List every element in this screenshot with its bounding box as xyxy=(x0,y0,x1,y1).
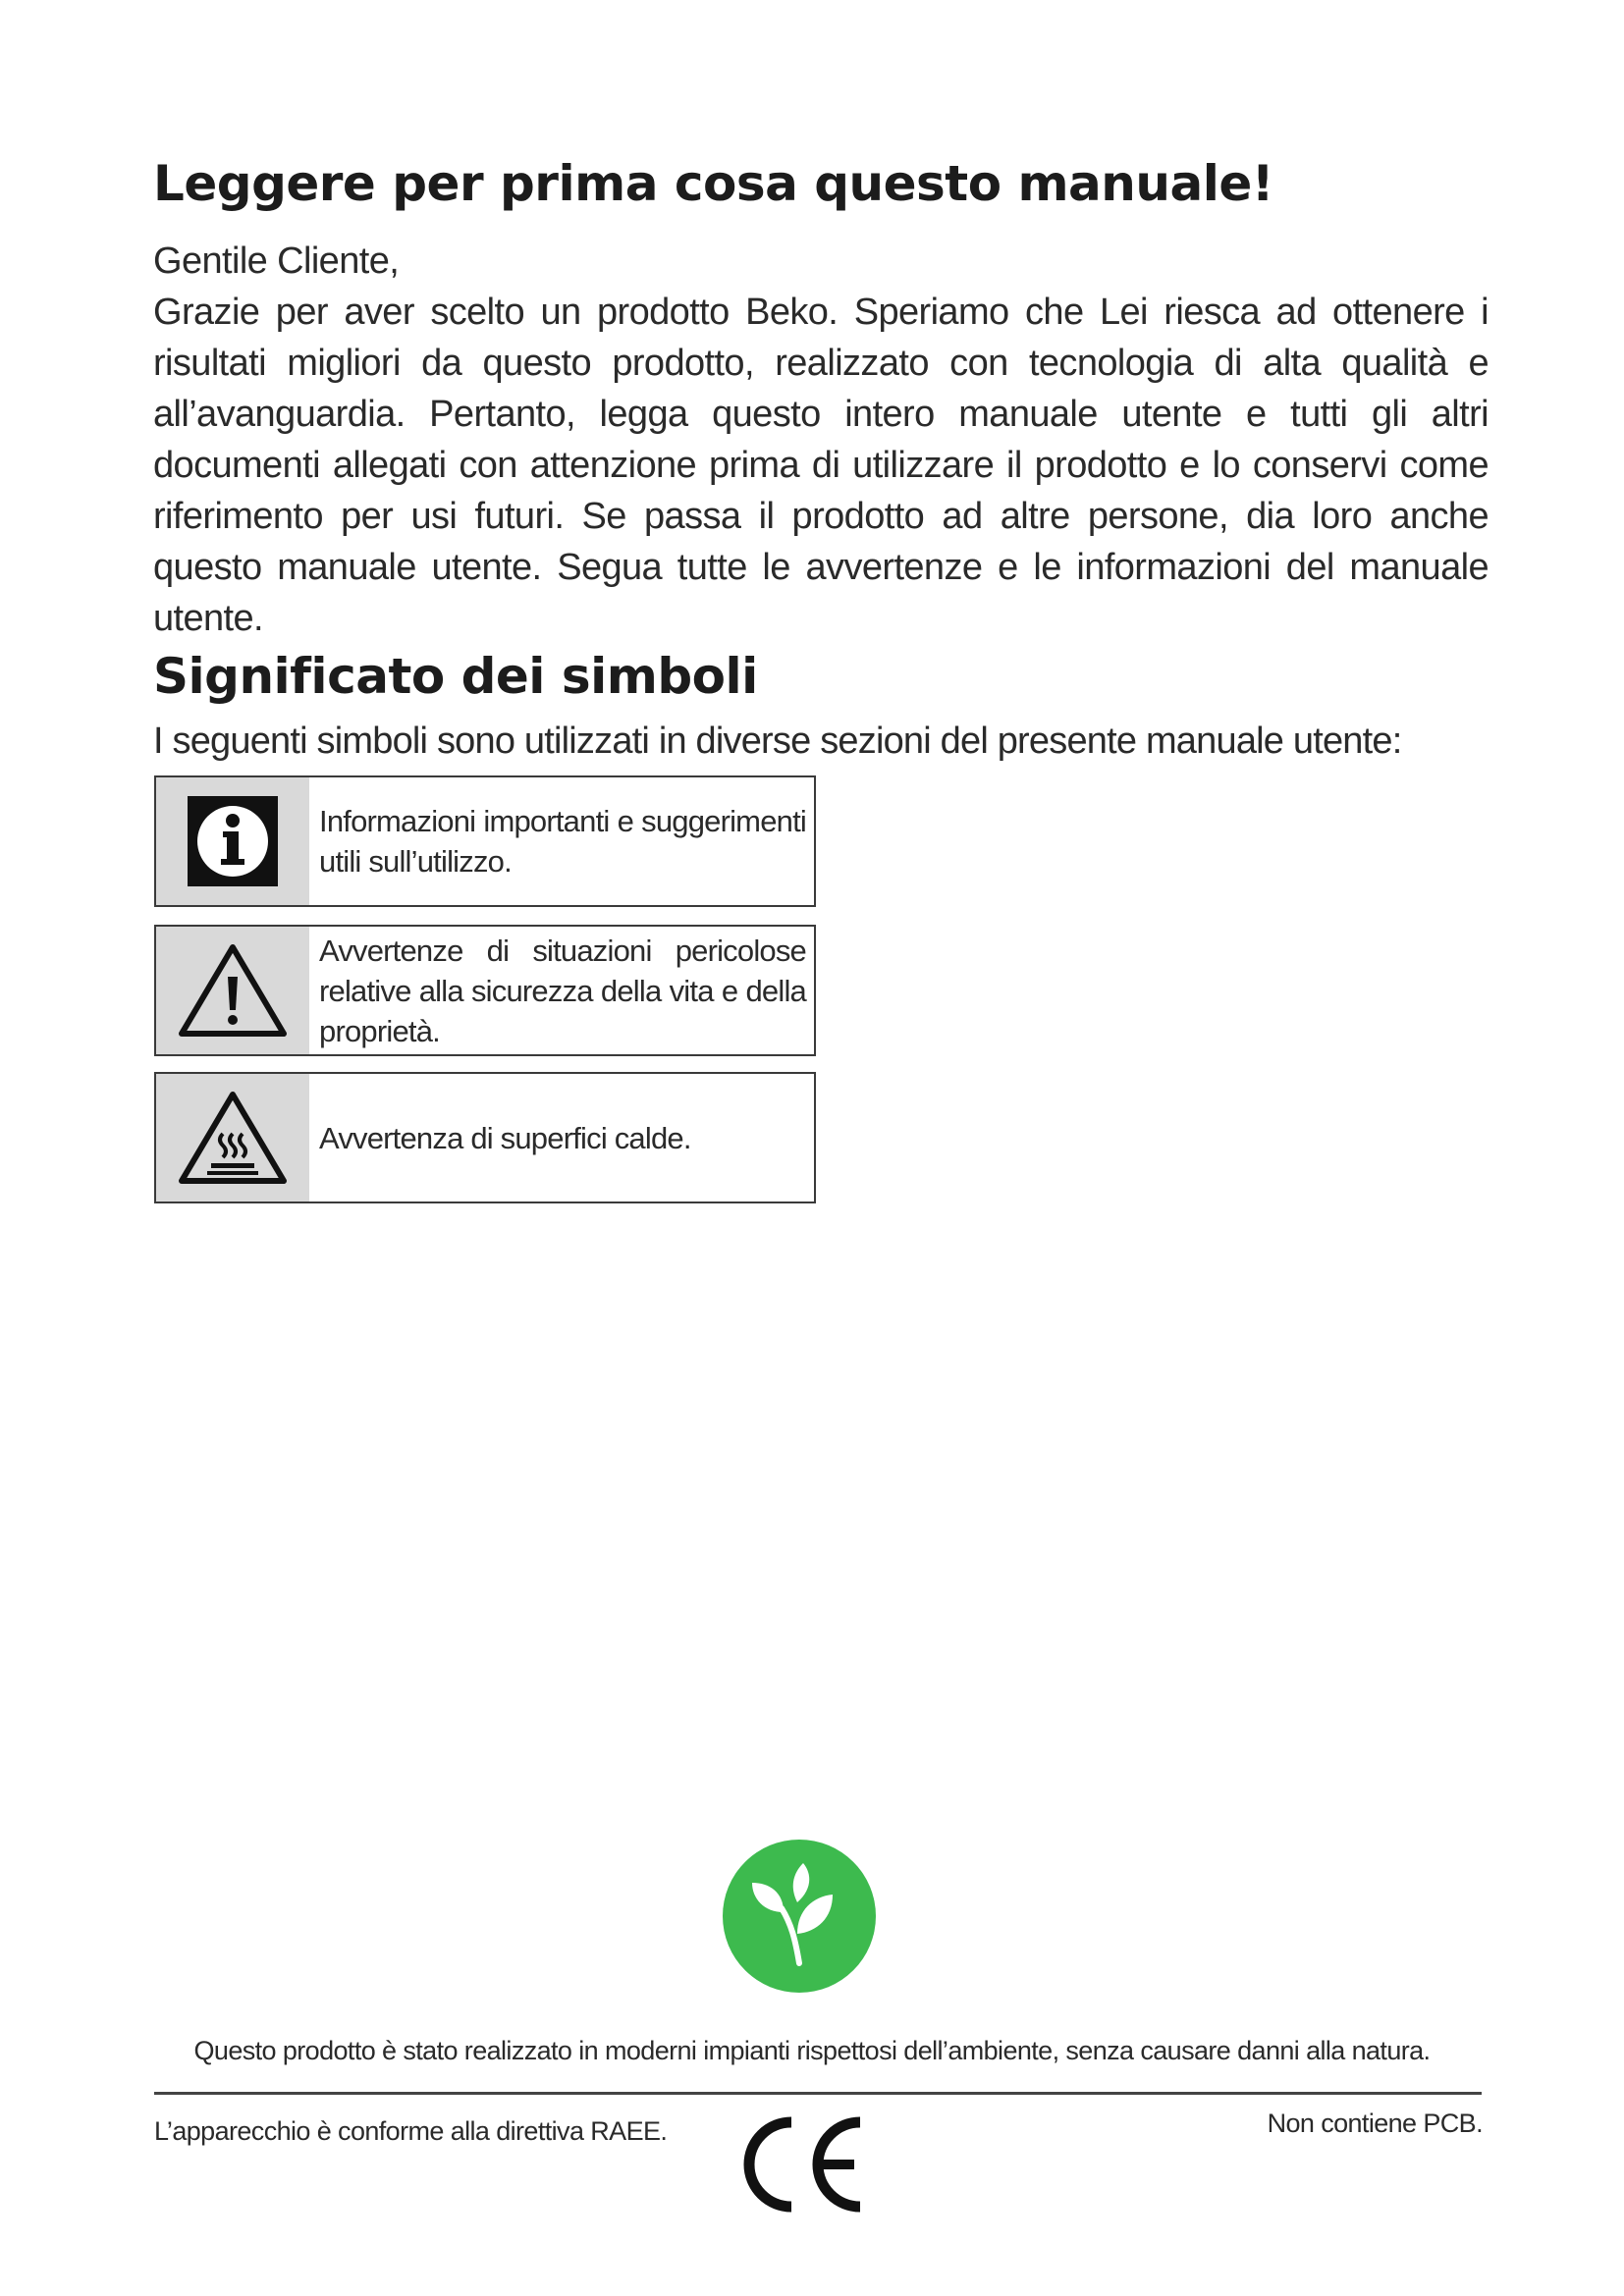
footer-pcb-note: Non contiene PCB. xyxy=(1267,2109,1483,2138)
symbols-lead: I seguenti simboli sono utilizzati in diverse sezioni del presente manuale utente: xyxy=(153,721,1402,762)
intro-greeting: Gentile Cliente, xyxy=(153,240,400,282)
symbol-text-info: Informazioni importanti e suggerimenti utili sull’utilizzo. xyxy=(319,804,806,879)
symbols-heading: Significato dei simboli xyxy=(153,648,758,705)
eco-note: Questo prodotto è stato realizzato in moderni impianti rispettosi dell’ambiente, senza causare danni alla natura. xyxy=(193,2036,1431,2065)
footer-raee-note: L’apparecchio è conforme alla direttiva RAEE. xyxy=(154,2116,668,2146)
ce-mark-icon xyxy=(731,2112,868,2216)
symbol-text-warning: Avvertenze di situazioni pericolose relative alla sicurezza della vita e della proprietà. xyxy=(319,933,806,1048)
warning-triangle-icon xyxy=(156,927,309,1054)
symbol-row-warning xyxy=(154,925,816,1056)
intro-body: Grazie per aver scelto un prodotto Beko. Speriamo che Lei riesca ad ottenere i risultati migliori da questo prodotto, realizzato con tecnologia di alta qualità e all’avanguardia. Pertanto, legga questo intero manuale utente e tutti gli altri documenti allegati con attenzione prima di utilizzare il prodotto e lo conservi come riferimento per usi futuri. Se passa il prodotto ad altre persone, dia loro anche questo manuale utente. Segua tutte le avvertenze e le informazioni del manuale utente. xyxy=(153,292,1489,639)
symbol-row-hot-surface xyxy=(154,1072,816,1203)
main-heading: Leggere per prima cosa questo manuale! xyxy=(153,155,1274,212)
hot-surface-icon xyxy=(156,1074,309,1201)
leaf-logo-icon xyxy=(721,1838,878,1995)
footer-divider xyxy=(154,2092,1482,2095)
intro-section xyxy=(153,236,1489,644)
info-icon xyxy=(156,777,309,905)
symbol-text-hot-surface: Avvertenza di superfici calde. xyxy=(319,1120,691,1155)
symbol-row-info xyxy=(154,775,816,907)
